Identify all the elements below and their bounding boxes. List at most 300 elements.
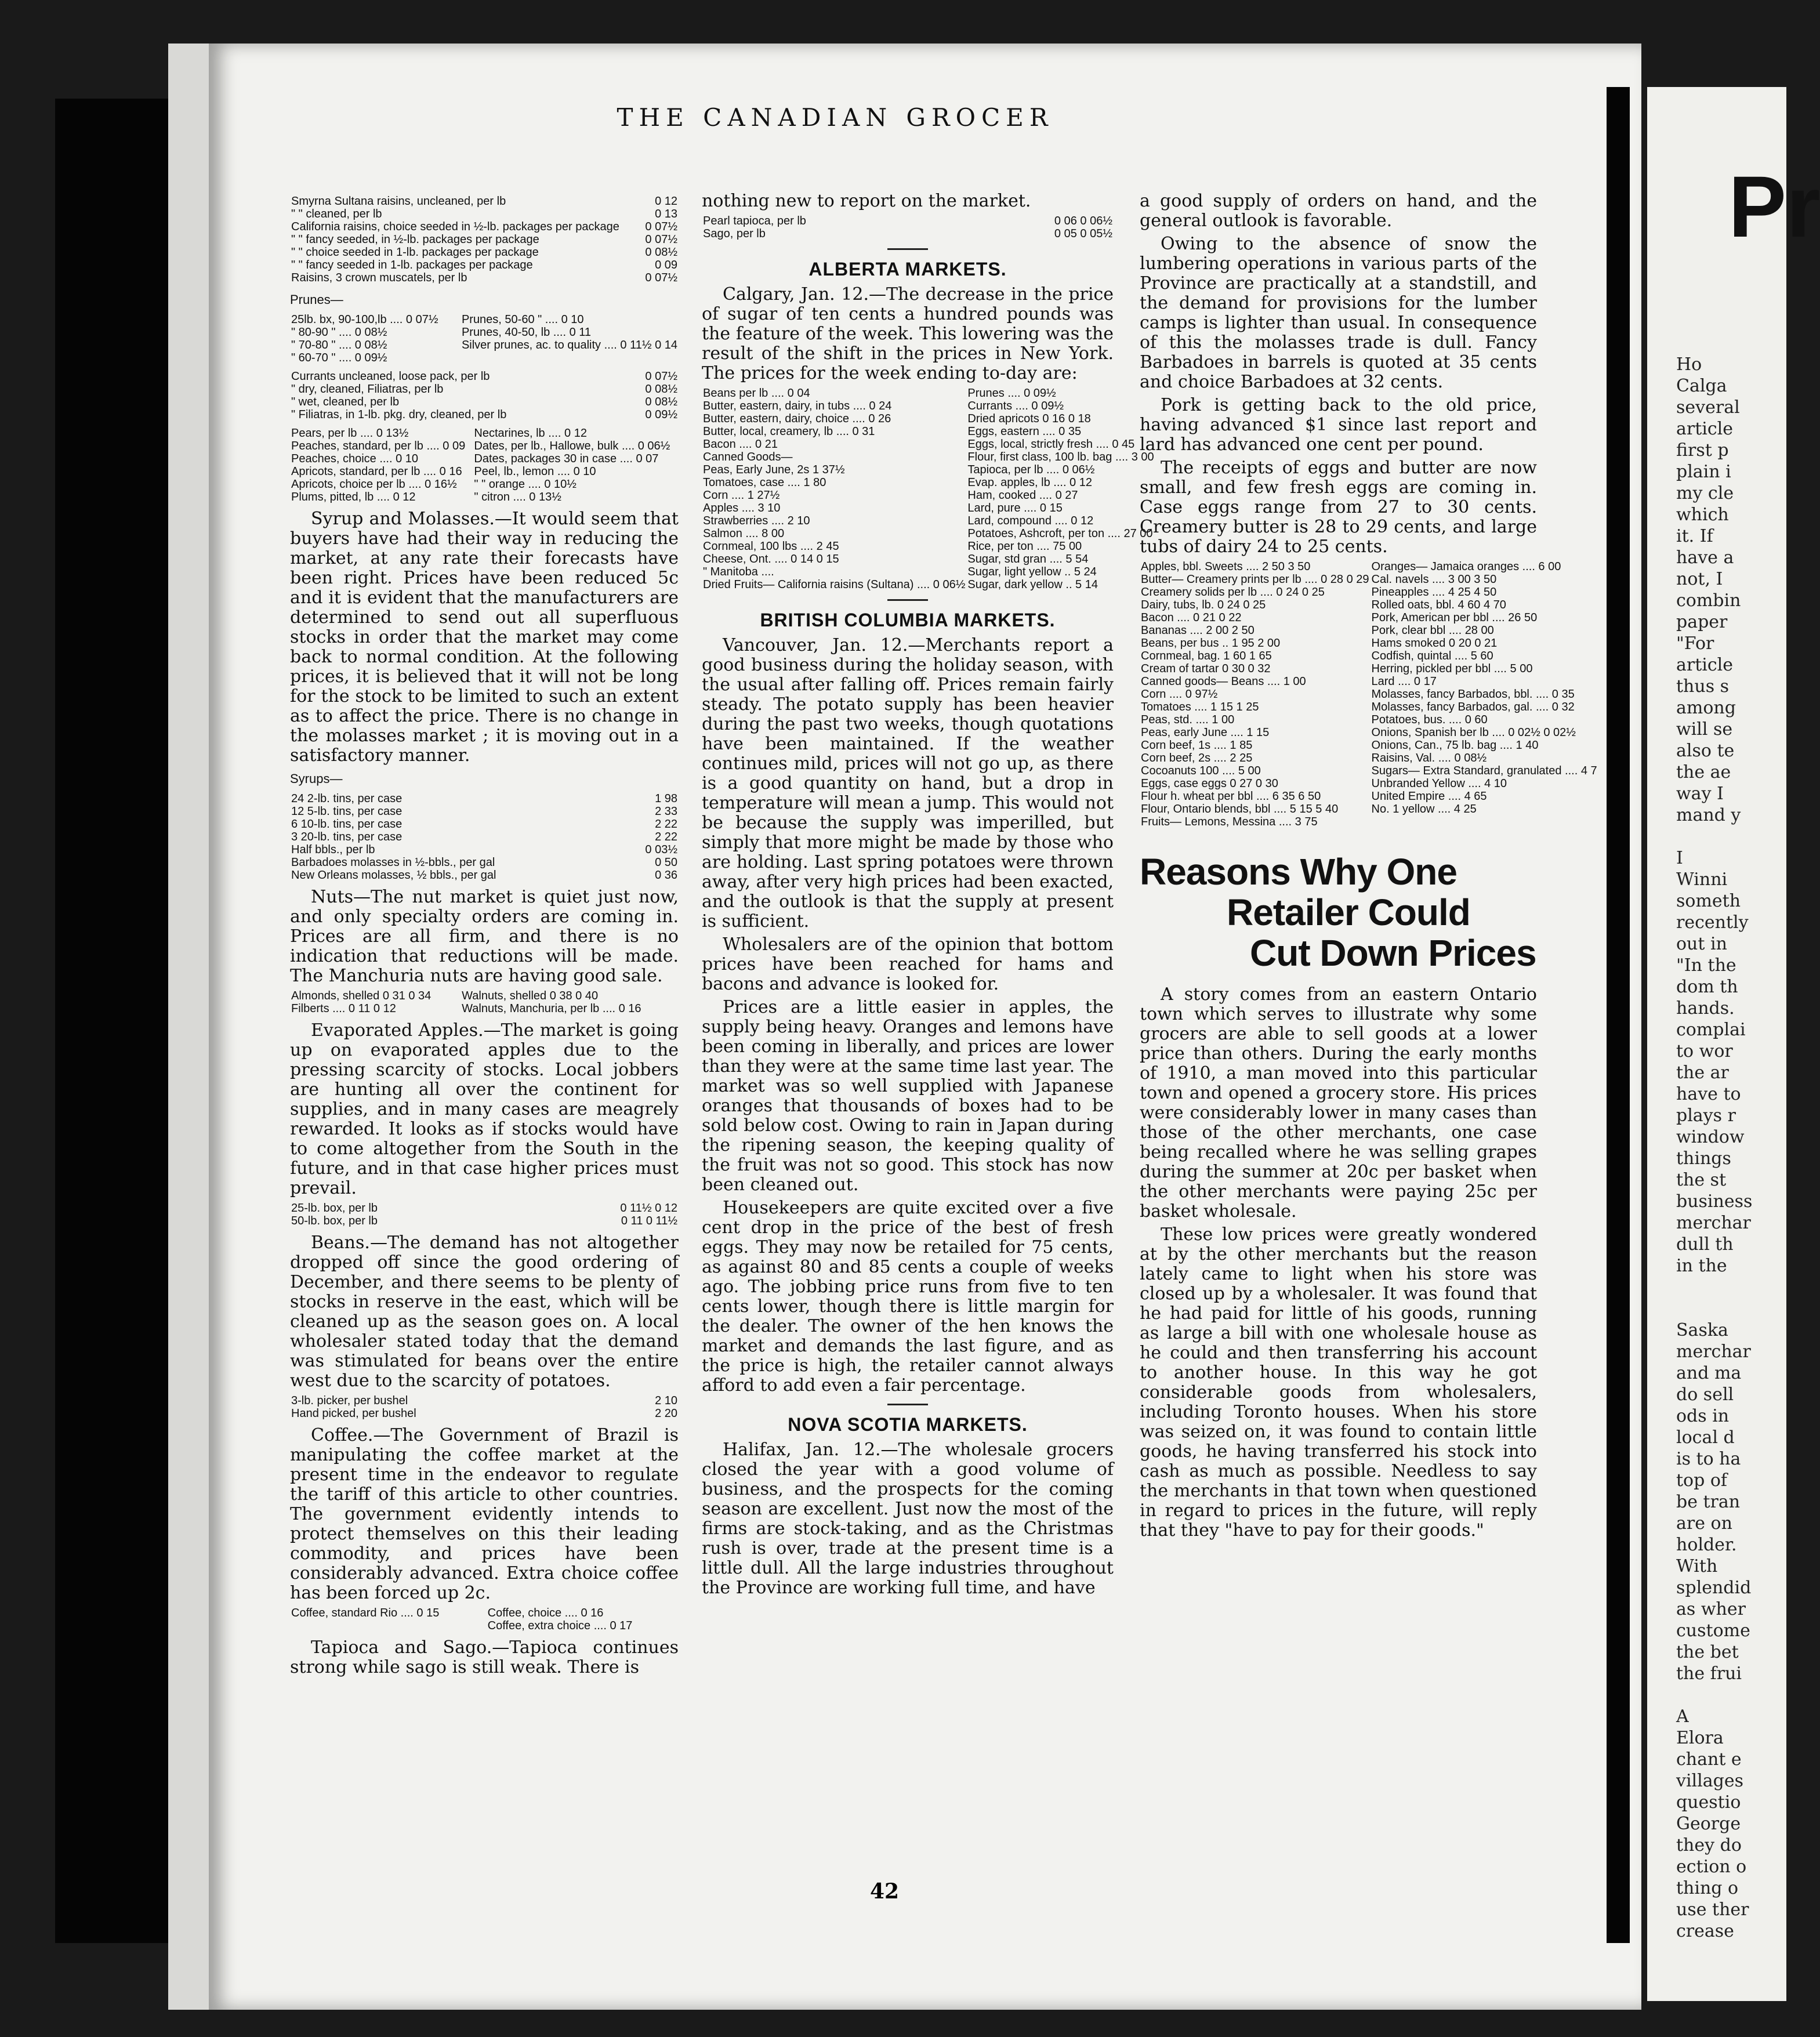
table-row <box>702 438 1155 451</box>
table-cell: 2 33 <box>655 805 677 818</box>
table-cell: Pears, per lb .... 0 13½ <box>291 427 409 440</box>
table-cell: 0 12 <box>655 195 677 208</box>
table-cell: " 60-70 " .... 0 09½ <box>291 351 387 364</box>
table-cell: Cornmeal, bag. 1 60 1 65 <box>1141 650 1272 662</box>
section-heading: BRITISH COLUMBIA MARKETS. <box>760 610 1056 630</box>
table-cell: 3 20-lb. tins, per case <box>291 831 403 843</box>
table-row <box>290 792 679 805</box>
table-cell: 25lb. bx, 90-100,lb .... 0 07½ <box>291 313 438 326</box>
facing-page-line: will se <box>1676 719 1733 740</box>
table-cell: Tapioca, per lb .... 0 06½ <box>967 463 1095 476</box>
table-cell: No. 1 yellow .... 4 25 <box>1371 803 1477 815</box>
table-row <box>290 856 679 869</box>
table-row <box>290 339 679 351</box>
table-row <box>290 805 679 818</box>
table-cell: Ham, cooked .... 0 27 <box>967 489 1078 502</box>
table-cell: Butter, eastern, dairy, in tubs .... 0 24 <box>703 400 892 412</box>
facing-page-line: Calga <box>1676 376 1727 396</box>
column-2 <box>702 191 1154 1601</box>
table-cell: 0 36 <box>655 869 677 882</box>
table-cell: Lard, pure .... 0 15 <box>967 502 1063 514</box>
table-cell: United Empire .... 4 65 <box>1371 790 1487 803</box>
facing-page-line: do sell <box>1676 1384 1734 1405</box>
table-cell: 0 11½ 0 12 <box>620 1202 677 1215</box>
column-1 <box>290 191 679 1681</box>
table-cell: 0 13 <box>655 208 677 220</box>
table-row <box>702 540 1155 553</box>
table-cell: Sugars— Extra Standard, granulated .... 4 7 <box>1371 764 1597 777</box>
scan-gutter <box>1607 87 1630 1943</box>
facing-page-line: article <box>1676 655 1734 675</box>
facing-page-line: also te <box>1676 741 1735 761</box>
facing-page-line: the ae <box>1676 762 1731 782</box>
table-cell: 0 03½ <box>645 843 677 856</box>
table-cell: Molasses, fancy Barbados, gal. .... 0 32 <box>1371 701 1575 713</box>
table-cell: Rice, per ton .... 75 00 <box>967 540 1082 553</box>
table-cell: Bananas .... 2 00 2 50 <box>1141 624 1255 637</box>
table-row <box>702 566 1155 578</box>
table-cell: Eggs, eastern .... 0 35 <box>967 425 1082 438</box>
table-cell: Corn beef, 2s .... 2 25 <box>1141 752 1253 764</box>
facing-page-line: business <box>1676 1191 1753 1212</box>
table-cell: 2 22 <box>655 818 677 831</box>
facing-page-line: use ther <box>1676 1900 1749 1920</box>
article-paragraph: The receipts of eggs and butter are now small, and few fresh eggs are coming in. Case eggs range from 27 to 30 cents. Creamery butter is 28 to 29 cents, and large tubs of dairy 24 to 25 cents. <box>1140 458 1537 557</box>
table-cell: Cheese, Ont. .... 0 14 0 15 <box>703 553 839 566</box>
facing-page-line: in the <box>1676 1256 1727 1276</box>
table-cell: Molasses, fancy Barbados, bbl. .... 0 35 <box>1371 688 1575 701</box>
table-cell: Prunes, 50-60 " .... 0 10 <box>461 313 584 326</box>
facing-page-line: window <box>1676 1127 1745 1147</box>
facing-page-line: which <box>1676 505 1729 525</box>
table-cell: " Manitoba .... <box>703 566 774 578</box>
table-cell: Apples .... 3 10 <box>703 502 781 514</box>
facing-page-line: article <box>1676 419 1734 439</box>
headline-line: Retailer Could <box>1227 891 1470 933</box>
table-row <box>290 195 679 208</box>
table-row <box>290 869 679 882</box>
table-row <box>702 412 1155 425</box>
facing-page-line: crease <box>1676 1921 1734 1941</box>
table-cell: Raisins, Val. .... 0 08½ <box>1371 752 1487 764</box>
article-paragraph: These low prices were greatly wondered at by the other merchants but the reason lately came to light when his store was closed up by a wholesaler. It was found that he had paid for little of his goods, running as large a bill with one wholesale house as he could and then transferring his account to another house. In this way he got considerable goods from wholesalers, including Toronto houses. When his store was seized on, it was found to contain little goods, he having transferred his stock into cash as much as possible. Needless to say the merchants in that town when questioned in regard to prices in the future, will reply that they "have to pay for their goods." <box>1140 1224 1537 1541</box>
table-cell: Butter, local, creamery, lb .... 0 31 <box>703 425 875 438</box>
facing-page-line: the ar <box>1676 1063 1729 1083</box>
facing-page-line: A <box>1676 1706 1689 1727</box>
table-cell: 3-lb. picker, per bushel <box>291 1394 408 1407</box>
table-cell: Corn .... 1 27½ <box>703 489 780 502</box>
table-cell: " " fancy seeded in 1-lb. packages per package <box>291 259 533 271</box>
table-cell: Cream of tartar 0 30 0 32 <box>1141 662 1271 675</box>
table-cell: Butter, eastern, dairy, choice .... 0 26 <box>703 412 891 425</box>
facing-page-text <box>1676 354 1792 1942</box>
facing-page-line: plays r <box>1676 1106 1736 1126</box>
table-cell: Apricots, choice per lb .... 0 16½ <box>291 478 457 491</box>
facing-page-line: George <box>1676 1814 1741 1834</box>
table-cell: Eggs, local, strictly fresh .... 0 45 <box>967 438 1135 451</box>
table-cell: 6 10-lb. tins, per case <box>291 818 403 831</box>
facing-page-line: custome <box>1676 1621 1750 1641</box>
table-cell: 0 05 0 05½ <box>1054 227 1112 240</box>
table-cell: Oranges— Jamaica oranges .... 6 00 <box>1371 560 1561 573</box>
table-cell <box>1371 815 1598 828</box>
facing-page-line: dull th <box>1676 1234 1734 1255</box>
facing-page-line: have to <box>1676 1084 1741 1104</box>
table-cell: Pork, American per bbl .... 26 50 <box>1371 611 1538 624</box>
table-cell: " dry, cleaned, Filiatras, per lb <box>291 383 444 396</box>
table-cell: Onions, Can., 75 lb. bag .... 1 40 <box>1371 739 1539 752</box>
table-cell: Tomatoes .... 1 15 1 25 <box>1141 701 1259 713</box>
table-row <box>1140 726 1598 739</box>
table-row <box>702 387 1155 400</box>
table-row <box>1140 650 1598 662</box>
price-table <box>290 989 679 1015</box>
table-row <box>290 370 679 383</box>
facing-page-line: holder. <box>1676 1535 1737 1555</box>
facing-page-line: mand y <box>1676 805 1741 825</box>
table-cell: Codfish, quintal .... 5 60 <box>1371 650 1493 662</box>
table-row <box>290 408 679 421</box>
table-cell: Cocoanuts 100 .... 5 00 <box>1141 764 1261 777</box>
table-cell: 25-lb. box, per lb <box>291 1202 378 1215</box>
table-cell: Tomatoes, case .... 1 80 <box>703 476 826 489</box>
table-cell: 0 50 <box>655 856 677 869</box>
column-3 <box>1140 191 1597 1544</box>
facing-page-line: dom th <box>1676 977 1738 997</box>
facing-page-line: the bet <box>1676 1642 1739 1662</box>
table-cell: Barbadoes molasses in ½-bbls., per gal <box>291 856 495 869</box>
article-paragraph: Coffee.—The Government of Brazil is manipulating the coffee market at the present time in the endeavor to regulate the tariff of this article to other countries. The government evidently intends to protect themselves on this their leading commodity, and prices have been considerably advanced. Extra choice coffee has been forced up 2c. <box>290 1425 679 1603</box>
table-cell: Cal. navels .... 3 00 3 50 <box>1371 573 1497 586</box>
table-row <box>1140 688 1598 701</box>
table-row <box>290 989 679 1002</box>
table-row <box>702 425 1155 438</box>
table-row <box>1140 739 1598 752</box>
table-row <box>702 553 1155 566</box>
table-row <box>290 831 679 843</box>
facing-page-line: splendid <box>1676 1578 1752 1598</box>
table-cell: Walnuts, Manchuria, per lb .... 0 16 <box>462 1002 641 1015</box>
table-cell: " " choice seeded in 1-lb. packages per package <box>291 246 539 259</box>
facing-page-line: not, I <box>1676 569 1723 589</box>
table-cell: Coffee, choice .... 0 16 <box>487 1607 604 1619</box>
headline-line: Cut Down Prices <box>1250 932 1536 974</box>
article-paragraph: Pork is getting back to the old price, having advanced $1 since last report and lard has advanced one cent per pound. <box>1140 395 1537 455</box>
table-cell: 0 08½ <box>645 246 677 259</box>
table-cell: 0 07½ <box>645 233 677 246</box>
table-cell: Walnuts, shelled 0 38 0 40 <box>462 989 599 1002</box>
facing-page-line: With <box>1676 1556 1718 1576</box>
table-cell: Coffee, extra choice .... 0 17 <box>487 1619 633 1632</box>
table-cell: Sugar, dark yellow .. 5 14 <box>967 578 1098 591</box>
table-cell: Fruits— Lemons, Messina .... 3 75 <box>1141 815 1318 828</box>
table-cell: Dairy, tubs, lb. 0 24 0 25 <box>1141 599 1266 611</box>
facing-page-line: the st <box>1676 1170 1727 1190</box>
table-cell: Eggs, case eggs 0 27 0 30 <box>1141 777 1278 790</box>
table-cell: Currants uncleaned, loose pack, per lb <box>291 370 490 383</box>
table-row <box>1140 624 1598 637</box>
table-row <box>1140 637 1598 650</box>
facing-page-line: it. If <box>1676 526 1713 546</box>
table-row <box>290 383 679 396</box>
table-cell: Dried apricots 0 16 0 18 <box>967 412 1091 425</box>
table-row <box>1140 701 1598 713</box>
table-row <box>702 463 1155 476</box>
article-paragraph: Nuts—The nut market is quiet just now, and only specialty orders are coming in. Prices are all firm, and there is no indication that reductions will be made. The Manchuria nuts are having good sale. <box>290 887 679 986</box>
table-cell: Flour, Ontario blends, bbl .... 5 15 5 40 <box>1141 803 1339 815</box>
price-table <box>290 1394 679 1420</box>
facing-page-line <box>1676 826 1792 847</box>
facing-page <box>1647 87 1820 2001</box>
price-table <box>1140 560 1598 828</box>
facing-page-line: Ho <box>1676 354 1702 375</box>
facing-page-line: hands. <box>1676 998 1735 1018</box>
facing-page-line: villages <box>1676 1771 1743 1791</box>
facing-page-line: thing o <box>1676 1878 1739 1898</box>
table-row <box>290 1394 679 1407</box>
table-cell: Peaches, standard, per lb .... 0 09 <box>291 440 466 452</box>
article-paragraph: Halifax, Jan. 12.—The wholesale grocers closed the year with a good volume of business, and the prospects for the coming season are excellent. Just now the most of the firms are stock-taking, and as the Christmas rush is over, trade at the present time is a little dull. All the large industries throughout the Province are working full time, and have <box>702 1440 1114 1598</box>
table-cell: 24 2-lb. tins, per case <box>291 792 403 805</box>
table-cell: 2 20 <box>655 1407 677 1420</box>
article-paragraph: Tapioca and Sago.—Tapioca continues strong while sago is still weak. There is <box>290 1637 679 1677</box>
facing-page-line: merchar <box>1676 1342 1751 1362</box>
table-cell: Lard, compound .... 0 12 <box>967 514 1094 527</box>
table-row <box>1140 713 1598 726</box>
table-cell <box>290 1619 487 1632</box>
facing-page-line: top of <box>1676 1470 1728 1491</box>
price-table <box>290 313 679 364</box>
table-cell: California raisins, choice seeded in ½-lb. packages per package <box>291 220 619 233</box>
table-cell: Half bbls., per lb <box>291 843 375 856</box>
facing-page-line: Saska <box>1676 1320 1728 1340</box>
facing-page-line: ods in <box>1676 1406 1730 1426</box>
facing-page-line <box>1676 1298 1792 1320</box>
facing-page-line: "In the <box>1676 955 1736 976</box>
facing-page-line: chant e <box>1676 1749 1742 1770</box>
table-row <box>290 326 679 339</box>
table-cell: 0 07½ <box>645 370 677 383</box>
table-cell: 50-lb. box, per lb <box>291 1215 378 1227</box>
table-row <box>290 427 679 440</box>
facing-page-line: have a <box>1676 548 1734 568</box>
table-row <box>290 1607 679 1619</box>
article-paragraph: Wholesalers are of the opinion that bottom prices have been reached for hams and bacons and advance is looked for. <box>702 934 1114 994</box>
table-cell: " Filiatras, in 1-lb. pkg. dry, cleaned, per lb <box>291 408 507 421</box>
article-paragraph: Housekeepers are quite excited over a five cent drop in the price of the best of fresh eggs. They may now be retailed for 75 cents, as against 80 and 85 cents a couple of weeks ago. The jobbing price runs from five to ten cents lower, though there is little margin for the dealer. The owner of the hen knows the market and demands the last figure, and as the price is high, the retailer cannot always afford to add even a fair percentage. <box>702 1198 1114 1396</box>
table-cell: Herring, pickled per bbl .... 5 00 <box>1371 662 1533 675</box>
section-rule <box>887 248 928 250</box>
section-rule <box>887 1404 928 1405</box>
table-row <box>290 271 679 284</box>
facing-page-line: among <box>1676 698 1736 718</box>
table-row <box>290 440 679 452</box>
table-subhead: Prunes— <box>290 292 343 307</box>
table-cell: Flour h. wheat per bbl .... 6 35 6 50 <box>1141 790 1321 803</box>
facing-page-line: they do <box>1676 1835 1742 1855</box>
table-row <box>290 313 679 326</box>
feature-headline <box>1140 851 1537 973</box>
table-cell: Corn .... 0 97½ <box>1141 688 1218 701</box>
table-cell: " 70-80 " .... 0 08½ <box>291 339 387 351</box>
facing-page-line: merchar <box>1676 1213 1751 1233</box>
table-cell: Onions, Spanish ber lb .... 0 02½ 0 02½ <box>1371 726 1576 739</box>
table-cell: Apricots, standard, per lb .... 0 16 <box>291 465 462 478</box>
table-row <box>702 227 1114 240</box>
facing-page-line: way I <box>1676 784 1724 804</box>
table-cell: Canned goods— Beans .... 1 00 <box>1141 675 1306 688</box>
table-row <box>702 451 1155 463</box>
price-table <box>702 215 1114 240</box>
table-cell: Silver prunes, ac. to quality .... 0 11½ 0 14 <box>461 339 677 351</box>
facing-page-line: and ma <box>1676 1363 1742 1383</box>
table-row <box>702 476 1155 489</box>
article-paragraph: Syrup and Molasses.—It would seem that buyers have had their way in reducing the market, at any rate their forecasts have been right. Prices have been reduced 5c and it is evident that the manufacturers are determined to send out all superfluous stocks in order that the market may come back to normal condition. At the following prices, it is believed that it will not be long for the stock to be limited to such an extent as to affect the price. There is no change in the molasses market ; it is moving out in a satisfactory manner. <box>290 509 679 766</box>
table-row <box>290 259 679 271</box>
table-cell: 1 98 <box>655 792 677 805</box>
table-cell: 0 06 0 06½ <box>1054 215 1112 227</box>
section-heading: ALBERTA MARKETS. <box>809 259 1007 280</box>
table-cell: 0 11 0 11½ <box>621 1215 677 1227</box>
table-cell: Salmon .... 8 00 <box>703 527 785 540</box>
table-cell: Sugar, std gran .... 5 54 <box>967 553 1089 566</box>
table-cell: Peas, std. .... 1 00 <box>1141 713 1235 726</box>
price-table <box>290 1202 679 1227</box>
publication-header: THE CANADIAN GROCER <box>617 103 1054 132</box>
table-cell: 2 10 <box>655 1394 677 1407</box>
table-cell: Hand picked, per bushel <box>291 1407 416 1420</box>
table-cell: Beans per lb .... 0 04 <box>703 387 810 400</box>
facing-page-line: is to ha <box>1676 1449 1741 1469</box>
facing-page-line: local d <box>1676 1427 1735 1448</box>
table-cell: Hams smoked 0 20 0 21 <box>1371 637 1498 650</box>
table-cell: Peel, lb., lemon .... 0 10 <box>474 465 596 478</box>
table-row <box>702 514 1155 527</box>
table-row <box>1140 560 1598 573</box>
table-cell: 12 5-lb. tins, per case <box>291 805 403 818</box>
table-row <box>290 465 679 478</box>
table-row <box>290 1215 679 1227</box>
section-rule <box>887 599 928 601</box>
facing-page-line: questio <box>1676 1792 1741 1813</box>
table-row <box>290 351 679 364</box>
headline-line: Reasons Why One <box>1140 851 1457 893</box>
facing-page-line: ection o <box>1676 1857 1747 1877</box>
table-row <box>290 478 679 491</box>
table-row <box>1140 573 1598 586</box>
table-cell: Currants .... 0 09½ <box>967 400 1064 412</box>
article-paragraph: nothing new to report on the market. <box>702 191 1031 211</box>
table-row <box>290 1619 679 1632</box>
table-row <box>290 246 679 259</box>
table-cell: Canned Goods— <box>703 451 793 463</box>
table-cell: Plums, pitted, lb .... 0 12 <box>291 491 416 503</box>
table-row <box>290 843 679 856</box>
table-row <box>702 578 1155 591</box>
table-cell: Rolled oats, bbl. 4 60 4 70 <box>1371 599 1506 611</box>
facing-page-line: complai <box>1676 1020 1746 1040</box>
table-cell: " " cleaned, per lb <box>291 208 382 220</box>
scan-border <box>55 99 183 1943</box>
table-row <box>702 502 1155 514</box>
table-row <box>290 220 679 233</box>
article-paragraph: Owing to the absence of snow the lumbering operations in various parts of the Province are practically at a standstill, and the demand for provisions for the lumber camps is lighter than usual. In consequence of this the molasses trade is dull. Fancy Barbadoes in barrels is quoted at 35 cents and choice Barbadoes at 32 cents. <box>1140 234 1537 392</box>
facing-page-line: my cle <box>1676 483 1734 503</box>
table-cell: Creamery solids per lb .... 0 24 0 25 <box>1141 586 1325 599</box>
table-row <box>702 215 1114 227</box>
table-row <box>290 1407 679 1420</box>
table-row <box>290 491 679 503</box>
table-cell: Filberts .... 0 11 0 12 <box>291 1002 396 1015</box>
price-table <box>290 1607 679 1632</box>
table-cell: " " fancy seeded, in ½-lb. packages per package <box>291 233 539 246</box>
facing-page-line: are on <box>1676 1513 1732 1534</box>
table-row <box>1140 611 1598 624</box>
table-cell: Sugar, light yellow .. 5 24 <box>967 566 1097 578</box>
price-table <box>290 370 679 421</box>
price-table <box>290 792 679 882</box>
table-cell: Cornmeal, 100 lbs .... 2 45 <box>703 540 839 553</box>
table-cell: Raisins, 3 crown muscatels, per lb <box>291 271 467 284</box>
table-cell: Bacon .... 0 21 <box>703 438 778 451</box>
table-cell: Peaches, choice .... 0 10 <box>291 452 419 465</box>
table-cell: Corn beef, 1s .... 1 85 <box>1141 739 1253 752</box>
facing-page-line: several <box>1676 397 1740 418</box>
facing-page-line: to wor <box>1676 1041 1733 1061</box>
article-paragraph: Prices are a little easier in apples, the supply being heavy. Oranges and lemons have been coming in liberally, and prices are lower than they were at the same time last year. The market was so well supplied with Japanese oranges that thousands of boxes had to be sold below cost. Owing to rain in Japan during the ripening season, the keeping quality of the fruit was not so good. This stock has now been cleaned out. <box>702 997 1114 1195</box>
table-cell: Dried Fruits— California raisins (Sultana) .... 0 06½ <box>703 578 966 591</box>
table-cell: " 80-90 " .... 0 08½ <box>291 326 387 339</box>
table-cell: Prunes .... 0 09½ <box>967 387 1056 400</box>
facing-page-line: out in <box>1676 934 1727 954</box>
facing-page-line: first p <box>1676 440 1729 461</box>
article-paragraph: A story comes from an eastern Ontario town which serves to illustrate why some grocers are able to sell goods at a lower price than others. During the early months of 1910, a man moved into this particular town and opened a grocery store. His prices were considerably lower in many cases than those of the other merchants, one case being recalled where he was selling grapes during the summer at 20c per basket when the other merchants were paying 25c per basket wholesale. <box>1140 984 1537 1222</box>
table-row <box>1140 764 1598 777</box>
table-cell: 0 08½ <box>645 396 677 408</box>
table-row <box>702 527 1155 540</box>
section-heading: NOVA SCOTIA MARKETS. <box>788 1414 1028 1435</box>
table-row <box>1140 777 1598 790</box>
table-row <box>290 818 679 831</box>
table-row <box>1140 803 1598 815</box>
facing-page-line: paper <box>1676 612 1728 632</box>
table-row <box>1140 599 1598 611</box>
table-cell: Butter— Creamery prints per lb .... 0 28 0 29 <box>1141 573 1369 586</box>
facing-page-line: plain i <box>1676 462 1731 482</box>
table-cell: Pork, clear bbl .... 28 00 <box>1371 624 1494 637</box>
facing-page-line: thus s <box>1676 676 1730 697</box>
table-cell: Potatoes, Ashcroft, per ton .... 27 00 <box>967 527 1153 540</box>
facing-page-line: I <box>1676 848 1683 868</box>
table-row <box>290 1002 679 1015</box>
table-cell: Flour, first class, 100 lb. bag .... 3 00 <box>967 451 1154 463</box>
table-row <box>1140 675 1598 688</box>
facing-page-line: Winni <box>1676 869 1728 890</box>
table-row <box>290 1202 679 1215</box>
table-cell: 0 07½ <box>645 220 677 233</box>
table-cell: Smyrna Sultana raisins, uncleaned, per lb <box>291 195 506 208</box>
table-cell: Strawberries .... 2 10 <box>703 514 810 527</box>
facing-page-line: things <box>1676 1148 1731 1169</box>
table-cell: 0 09 <box>655 259 677 271</box>
table-cell: Apples, bbl. Sweets .... 2 50 3 50 <box>1141 560 1311 573</box>
table-cell: New Orleans molasses, ½ bbls., per gal <box>291 869 496 882</box>
table-cell: Peas, Early June, 2s 1 37½ <box>703 463 845 476</box>
table-cell: 0 09½ <box>645 408 677 421</box>
page-number: 42 <box>870 1879 900 1904</box>
facing-page-line: Elora <box>1676 1728 1724 1748</box>
table-cell: Nectarines, lb .... 0 12 <box>474 427 587 440</box>
